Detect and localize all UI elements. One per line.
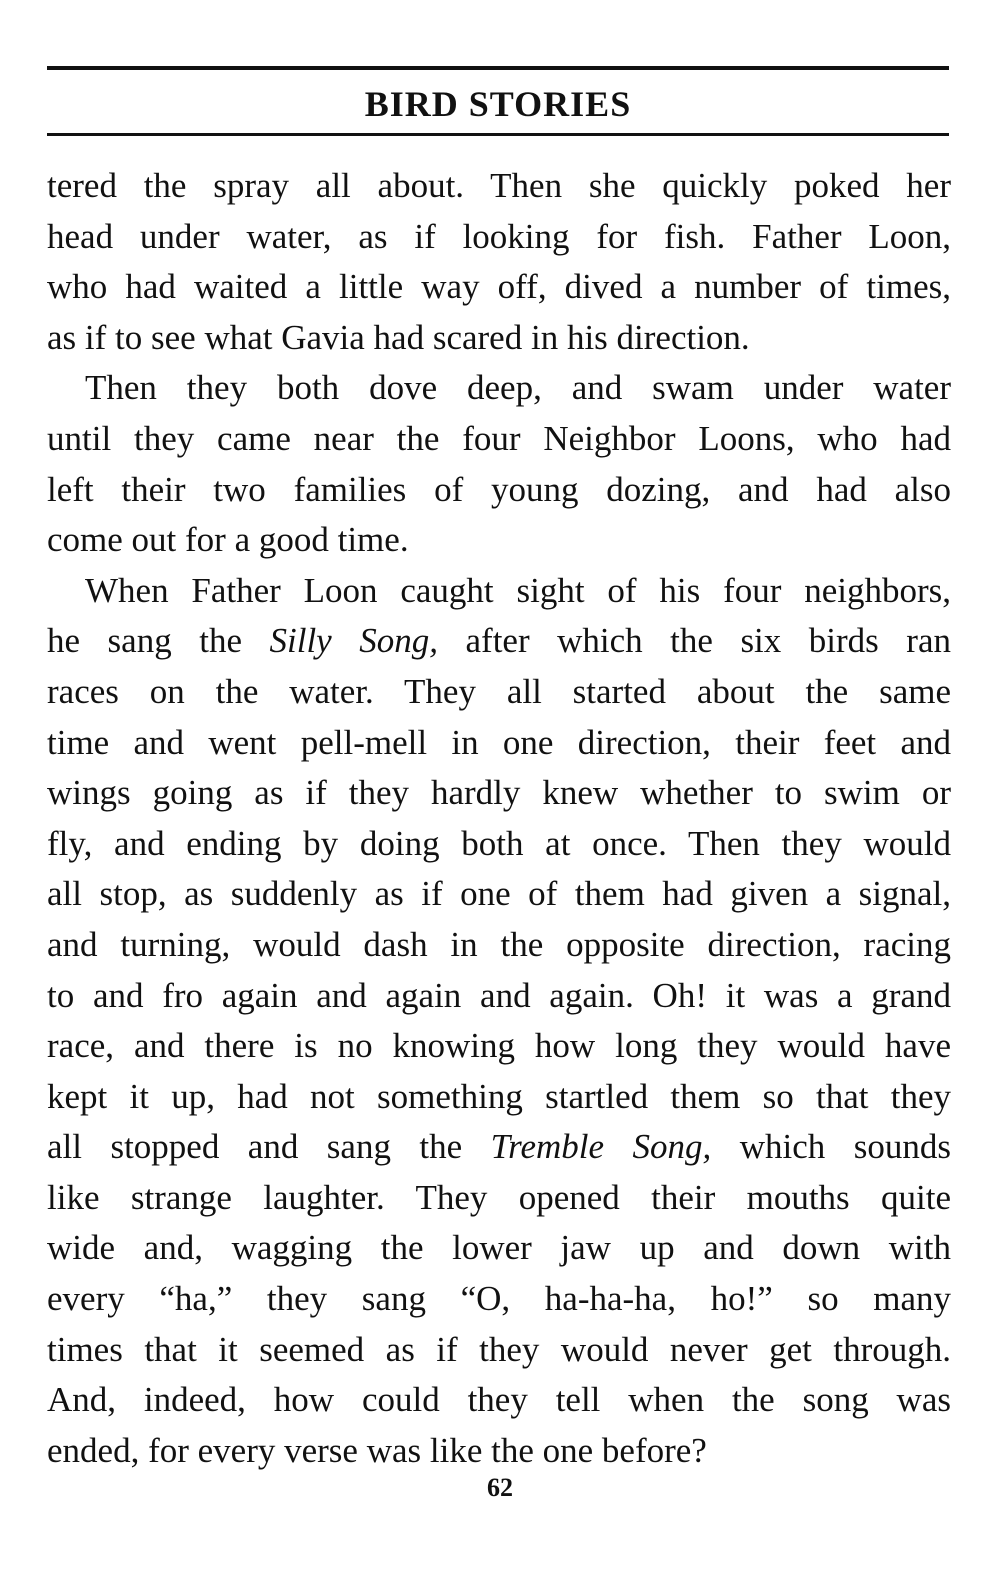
song-title: Silly Song, [269, 621, 438, 661]
text-line [47, 616, 951, 667]
text-segment: which sounds [711, 1127, 951, 1167]
text-segment: after which the six birds ran [437, 621, 952, 661]
text-line: Then they both dove deep, and swam under water [85, 368, 951, 408]
text-line: head under water, as if looking for fish. Father Loon, [47, 216, 951, 256]
text-segment: all stopped and sang the [47, 1127, 491, 1167]
header-rule-bottom [47, 133, 949, 136]
text-line: as if to see what Gavia had scared in his direction. [47, 317, 750, 357]
text-line: tered the spray all about. Then she quickly poked her [47, 166, 951, 205]
text-line: race, and there is no knowing how long they would have [47, 1026, 951, 1066]
text-line: time and went pell-mell in one direction, their feet and [47, 722, 951, 762]
song-title: Tremble Song, [490, 1127, 712, 1167]
paragraph [47, 161, 951, 363]
page-number: 62 [487, 1473, 513, 1502]
body-text [47, 161, 951, 1476]
text-line: And, indeed, how could they tell when the song was [47, 1380, 951, 1420]
text-line: wings going as if they hardly knew whether to swim or [47, 773, 951, 813]
text-line: wide and, wagging the lower jaw up and down with [47, 1228, 951, 1268]
running-head: BIRD STORIES [364, 84, 632, 124]
text-line: When Father Loon caught sight of his four neighbors, [85, 570, 951, 610]
text-line: every “ha,” they sang “O, ha-ha-ha, ho!” so many [47, 1279, 951, 1319]
text-line: like strange laughter. They opened their mouths quite [47, 1177, 951, 1217]
header-rule-top [47, 66, 949, 70]
text-line: left their two families of young dozing, and had also [47, 469, 951, 509]
text-line: who had waited a little way off, dived a number of times, [47, 267, 951, 307]
text-segment: he sang the [47, 621, 270, 661]
text-line: fly, and ending by doing both at once. Then they would [47, 823, 951, 863]
text-line: races on the water. They all started about the same [47, 671, 951, 711]
text-line: to and fro again and again and again. Oh! it was a grand [47, 975, 951, 1015]
paragraph [47, 566, 951, 1477]
text-line: come out for a good time. [47, 520, 409, 560]
text-line [47, 1122, 951, 1173]
text-line: times that it seemed as if they would never get through. [47, 1329, 951, 1369]
paragraph [47, 363, 951, 565]
text-line: until they came near the four Neighbor Loons, who had [47, 418, 951, 458]
text-line: ended, for every verse was like the one before? [47, 1430, 707, 1470]
text-line: all stop, as suddenly as if one of them had given a signal, [47, 874, 951, 914]
text-line: and turning, would dash in the opposite direction, racing [47, 924, 951, 964]
text-line: kept it up, had not something startled them so that they [47, 1076, 951, 1116]
